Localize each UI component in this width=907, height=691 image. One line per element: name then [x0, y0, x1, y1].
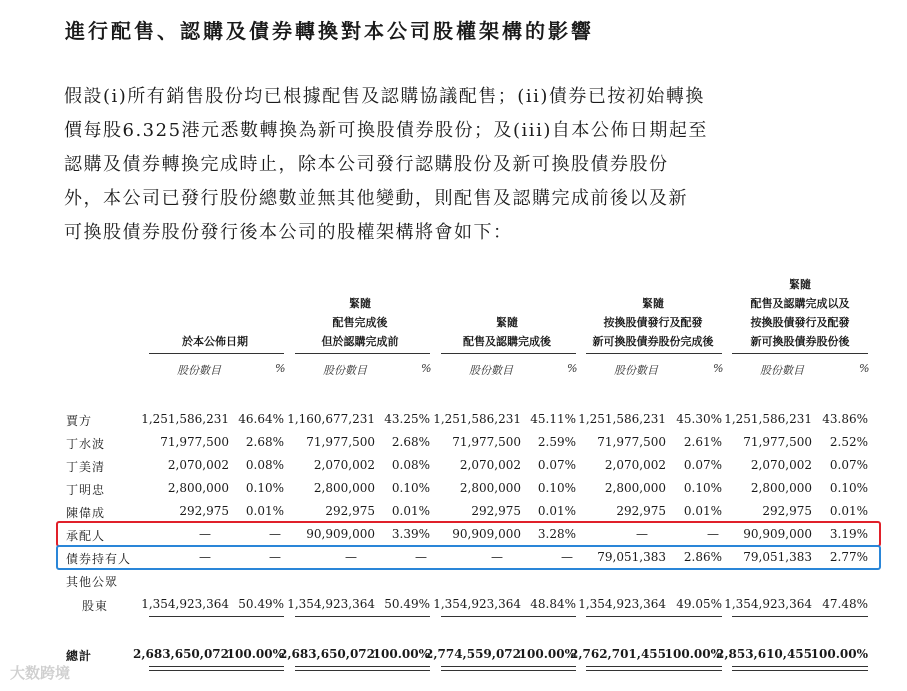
share-count-cell: 292,975 — [762, 504, 812, 518]
share-count-cell: — — [491, 550, 503, 564]
percentage-cell: 0.01% — [683, 504, 722, 518]
percentage-cell: 0.01% — [537, 504, 576, 518]
column-header-line: 配售完成後 — [332, 316, 388, 329]
share-count-cell: 1,251,586,231 — [578, 412, 666, 426]
percentage-cell: 0.10% — [245, 481, 284, 495]
table-row — [0, 570, 907, 592]
percentage-cell: — — [269, 550, 281, 564]
percentage-cell: 2.68% — [245, 435, 284, 449]
percentage-cell: 0.01% — [391, 504, 430, 518]
column-header — [285, 294, 435, 351]
share-count-cell: 2,762,701,455 — [569, 647, 666, 661]
column-header-rule — [732, 353, 868, 354]
share-count-cell: 292,975 — [616, 504, 666, 518]
share-count-cell: 79,051,383 — [597, 550, 666, 564]
percentage-cell: 2.68% — [391, 435, 430, 449]
percentage-cell: 0.07% — [537, 458, 576, 472]
percentage-cell: 0.10% — [391, 481, 430, 495]
column-header-line: 緊隨 — [642, 297, 664, 310]
share-count-cell: 2,683,650,072 — [132, 647, 229, 661]
column-header-rule — [441, 353, 576, 354]
percentage-cell: 3.39% — [391, 527, 430, 541]
total-double-rule — [732, 666, 868, 671]
column-header — [432, 313, 582, 351]
share-count-cell: 2,800,000 — [313, 481, 375, 495]
percentage-cell: 43.25% — [384, 412, 430, 426]
share-count-cell: 90,909,000 — [743, 527, 812, 541]
percentage-cell: 0.07% — [829, 458, 868, 472]
share-count-cell: 2,683,650,072 — [278, 647, 375, 661]
percentage-cell: — — [269, 527, 281, 541]
row-label: 賈方 — [66, 414, 93, 428]
share-count-cell: 292,975 — [179, 504, 229, 518]
column-header-rule — [295, 353, 430, 354]
percentage-cell: 43.86% — [822, 412, 868, 426]
share-count-cell: 71,977,500 — [160, 435, 229, 449]
total-double-rule — [586, 666, 722, 671]
row-label: 債券持有人 — [66, 552, 132, 566]
subheader-shares: 股份數目 — [469, 364, 513, 377]
share-count-cell: — — [345, 550, 357, 564]
share-count-cell: 1,354,923,364 — [578, 597, 666, 611]
column-header-line: 新可換股債券股份完成後 — [592, 335, 714, 348]
row-label: 丁明忠 — [66, 483, 106, 497]
column-header-line: 緊隨 — [349, 297, 371, 310]
share-count-cell: 2,774,559,072 — [424, 647, 521, 661]
paragraph-line: 假設(i)所有銷售股份均已根據配售及認購協議配售；(ii)債券已按初始轉換 — [64, 86, 705, 107]
share-count-cell: 2,070,002 — [313, 458, 375, 472]
table-row — [0, 432, 907, 454]
column-header-line: 新可換股債券股份後 — [750, 335, 850, 348]
subheader-pct: % — [859, 362, 870, 375]
percentage-cell: 47.48% — [822, 597, 868, 611]
paragraph-line: 外，本公司已發行股份總數並無其他變動，則配售及認購完成前後以及新 — [64, 188, 688, 209]
share-count-cell: 1,251,586,231 — [141, 412, 229, 426]
subtotal-rule — [732, 616, 868, 617]
share-count-cell: 2,800,000 — [604, 481, 666, 495]
percentage-cell: 100.00% — [226, 647, 284, 661]
page-title: 進行配售、認購及債券轉換對本公司股權架構的影響 — [65, 19, 594, 43]
share-count-cell: 1,354,923,364 — [287, 597, 375, 611]
percentage-cell: 49.05% — [676, 597, 722, 611]
row-label: 丁水波 — [66, 437, 106, 451]
subheader-pct: % — [275, 362, 286, 375]
percentage-cell: 0.08% — [391, 458, 430, 472]
column-header — [140, 332, 290, 351]
watermark-logo: 大数跨境 — [10, 664, 71, 682]
percentage-cell: 100.00% — [372, 647, 430, 661]
table-row — [0, 478, 907, 500]
percentage-cell: 50.49% — [238, 597, 284, 611]
percentage-cell: 50.49% — [384, 597, 430, 611]
percentage-cell: 0.08% — [245, 458, 284, 472]
percentage-cell: 3.19% — [829, 527, 868, 541]
paragraph-line: 可換股債券股份發行後本公司的股權架構將會如下： — [64, 222, 513, 243]
percentage-cell: 0.10% — [537, 481, 576, 495]
percentage-cell: 45.30% — [676, 412, 722, 426]
column-header — [725, 275, 875, 351]
percentage-cell: 48.84% — [530, 597, 576, 611]
subtotal-rule — [586, 616, 722, 617]
percentage-cell: 46.64% — [238, 412, 284, 426]
subheader-shares: 股份數目 — [614, 364, 658, 377]
share-count-cell: 2,070,002 — [604, 458, 666, 472]
percentage-cell: 0.07% — [683, 458, 722, 472]
share-count-cell: — — [636, 527, 648, 541]
share-count-cell: 2,070,002 — [750, 458, 812, 472]
percentage-cell: 0.01% — [829, 504, 868, 518]
percentage-cell: 100.00% — [664, 647, 722, 661]
share-count-cell: 2,800,000 — [459, 481, 521, 495]
subtotal-rule — [295, 616, 430, 617]
placee-highlight-box — [56, 521, 881, 547]
percentage-cell: 3.28% — [537, 527, 576, 541]
column-header-line: 按換股債發行及配發 — [750, 316, 850, 329]
share-count-cell: 1,160,677,231 — [287, 412, 375, 426]
column-header-line: 於本公佈日期 — [182, 335, 248, 348]
share-count-cell: 71,977,500 — [306, 435, 375, 449]
percentage-cell: 2.77% — [829, 550, 868, 564]
share-count-cell: — — [199, 527, 211, 541]
share-count-cell: 79,051,383 — [743, 550, 812, 564]
row-label: 股東 — [82, 599, 109, 613]
share-count-cell: 2,800,000 — [750, 481, 812, 495]
share-count-cell: 90,909,000 — [306, 527, 375, 541]
row-label: 丁美清 — [66, 460, 106, 474]
share-count-cell: 2,070,002 — [167, 458, 229, 472]
row-label: 其他公眾 — [66, 575, 119, 589]
percentage-cell: — — [707, 527, 719, 541]
percentage-cell: 0.10% — [683, 481, 722, 495]
percentage-cell: 2.86% — [683, 550, 722, 564]
column-header-line: 按換股債發行及配發 — [603, 316, 703, 329]
intro-paragraph — [64, 80, 868, 250]
column-header-rule — [586, 353, 722, 354]
subheader-shares: 股份數目 — [323, 364, 367, 377]
column-header-line: 但於認購完成前 — [321, 335, 399, 348]
share-count-cell: 292,975 — [471, 504, 521, 518]
share-count-cell: 2,800,000 — [167, 481, 229, 495]
percentage-cell: 100.00% — [810, 647, 868, 661]
column-header-line: 配售及認購完成後 — [463, 335, 551, 348]
share-count-cell: 1,251,586,231 — [724, 412, 812, 426]
total-double-rule — [295, 666, 430, 671]
table-row — [0, 409, 907, 431]
column-header-rule — [149, 353, 284, 354]
share-count-cell: — — [199, 550, 211, 564]
share-count-cell: 2,070,002 — [459, 458, 521, 472]
share-count-cell: 1,354,923,364 — [141, 597, 229, 611]
column-header-line: 配售及認購完成以及 — [750, 297, 850, 310]
column-header-line: 緊隨 — [496, 316, 518, 329]
column-header — [578, 294, 728, 351]
table-row — [0, 455, 907, 477]
share-count-cell: 90,909,000 — [452, 527, 521, 541]
column-header-line: 緊隨 — [789, 278, 811, 291]
share-count-cell: 1,354,923,364 — [724, 597, 812, 611]
percentage-cell: 45.11% — [530, 412, 576, 426]
paragraph-line: 價每股6.325港元悉數轉換為新可換股債券股份；及(iii)自本公佈日期起至 — [64, 120, 708, 141]
percentage-cell: 2.59% — [537, 435, 576, 449]
share-count-cell: 71,977,500 — [452, 435, 521, 449]
subheader-pct: % — [713, 362, 724, 375]
share-count-cell: 1,251,586,231 — [433, 412, 521, 426]
share-count-cell: 71,977,500 — [743, 435, 812, 449]
subheader-pct: % — [567, 362, 578, 375]
subtotal-rule — [441, 616, 576, 617]
share-count-cell: 71,977,500 — [597, 435, 666, 449]
percentage-cell: 0.10% — [829, 481, 868, 495]
share-count-cell: 1,354,923,364 — [433, 597, 521, 611]
share-count-cell: 2,853,610,455 — [715, 647, 812, 661]
percentage-cell: 2.52% — [829, 435, 868, 449]
paragraph-line: 認購及債券轉換完成時止，除本公司發行認購股份及新可換股債券股份 — [64, 154, 669, 175]
total-row — [0, 644, 907, 666]
row-label: 陳偉成 — [66, 506, 106, 520]
percentage-cell: 100.00% — [518, 647, 576, 661]
subheader-pct: % — [421, 362, 432, 375]
subtotal-rule — [149, 616, 284, 617]
table-row — [0, 501, 907, 523]
table-row — [0, 594, 907, 616]
percentage-cell: 0.01% — [245, 504, 284, 518]
percentage-cell: — — [561, 550, 573, 564]
subheader-shares: 股份數目 — [760, 364, 804, 377]
total-double-rule — [149, 666, 284, 671]
subheader-shares: 股份數目 — [177, 364, 221, 377]
row-label: 承配人 — [66, 529, 106, 543]
row-label: 總計 — [66, 649, 93, 663]
percentage-cell: — — [415, 550, 427, 564]
bondholder-highlight-box — [56, 545, 881, 570]
share-count-cell: 292,975 — [325, 504, 375, 518]
total-double-rule — [441, 666, 576, 671]
percentage-cell: 2.61% — [683, 435, 722, 449]
